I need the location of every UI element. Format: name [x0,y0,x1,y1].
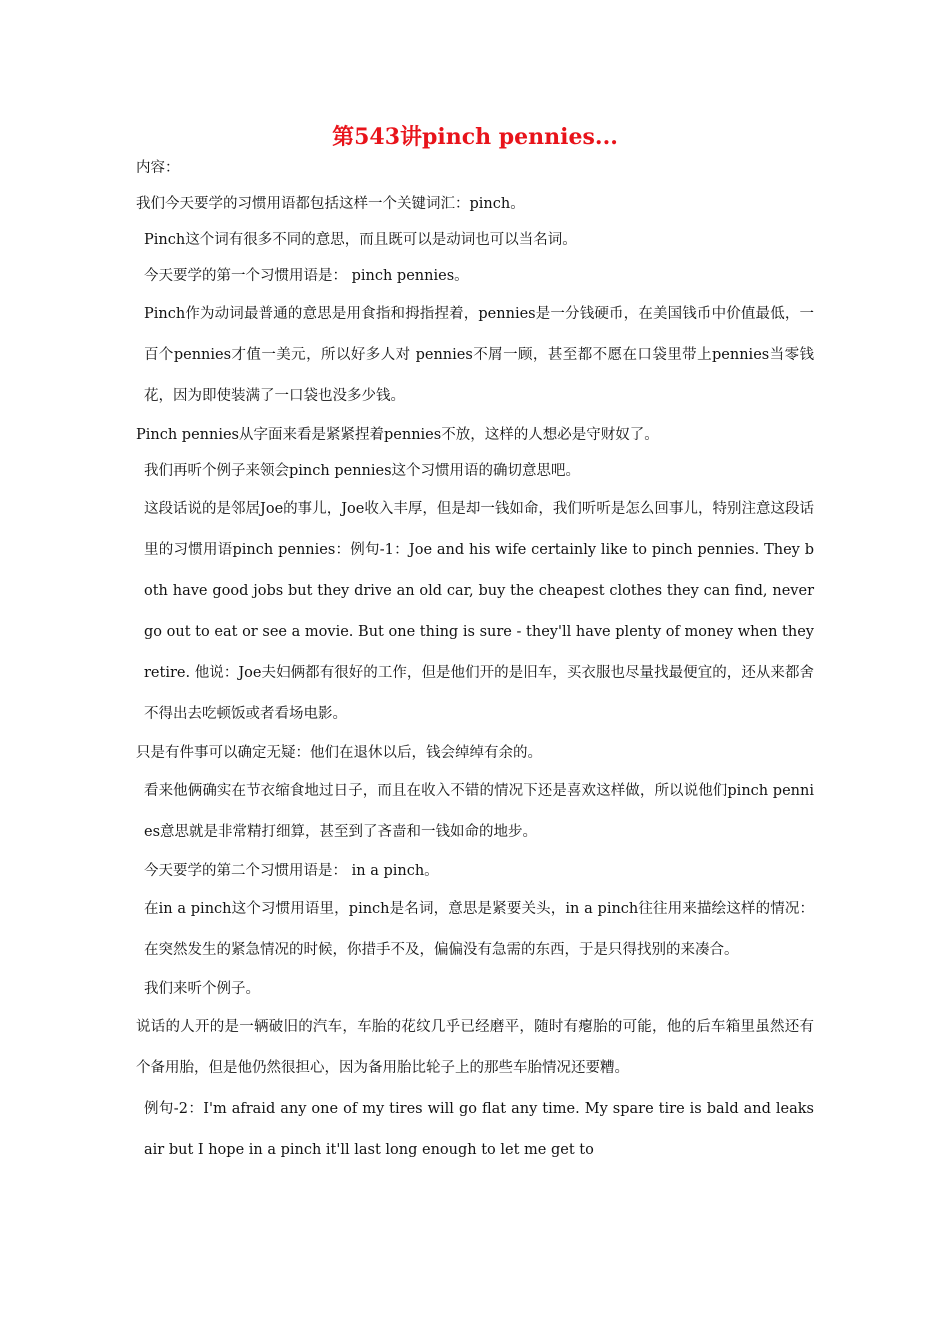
paragraph-example-intro: 我们再听个例子来领会pinch pennies这个习惯用语的确切意思吧。 [144,463,581,479]
document-title: 第543讲pinch pennies... [332,124,618,150]
paragraph-first-idiom: 今天要学的第一个习惯用语是： pinch pennies。 [144,268,469,284]
paragraph-pinch-pennies-summary: 看来他俩确实在节衣缩食地过日子，而且在收入不错的情况下还是喜欢这样做，所以说他们pinch pennies意思就是非常精打细算，甚至到了吝啬和一钱如命的地步。 [144,783,814,840]
paragraph-keyword: 我们今天要学的习惯用语都包括这样一个关键词汇：pinch。 [136,196,525,212]
paragraph-retire-note: 只是有件事可以确定无疑：他们在退休以后，钱会绰绰有余的。 [136,745,542,761]
paragraph-example-2: 例句-2：I'm afraid any one of my tires will go flat any time. My spare tire is bald and leaks air but I hope in a pinch it'll last long enough to let me get to [144,1101,814,1158]
paragraph-listen-example: 我们来听个例子。 [144,981,260,997]
paragraph-pinch-meanings: Pinch这个词有很多不同的意思，而且既可以是动词也可以当名词。 [144,232,577,248]
paragraph-in-a-pinch-explanation: 在in a pinch这个习惯用语里，pinch是名词，意思是紧要关头，in a pinch往往用来描绘这样的情况：在突然发生的紧急情况的时候，你措手不及，偏偏没有急需的东西，于是只得找别的来凑合。 [144,901,814,958]
document-body [136,150,814,1171]
paragraph-second-idiom: 今天要学的第二个习惯用语是： in a pinch。 [144,863,439,879]
paragraph-example-1: 这段话说的是邻居Joe的事儿，Joe收入丰厚，但是却一钱如命，我们听听是怎么回事儿，特别注意这段话里的习惯用语pinch pennies：例句-1：Joe and his wife certainly like to pinch pennies. They both have good jobs but they drive an old car, buy the cheapest clothes they can find, never go out to eat or see a movie. But one thing is sure - they'll have plenty of money when they retire. 他说：Joe夫妇俩都有很好的工作，但是他们开的是旧车，买衣服也尽量找最便宜的，还从来都舍不得出去吃顿饭或者看场电影。 [144,501,814,722]
paragraph-car-context: 说话的人开的是一辆破旧的汽车，车胎的花纹几乎已经磨平，随时有瘪胎的可能，他的后车箱里虽然还有个备用胎，但是他仍然很担心，因为备用胎比轮子上的那些车胎情况还要糟。 [136,1019,814,1076]
paragraph-pinch-explanation: Pinch作为动词最普通的意思是用食指和拇指捏着，pennies是一分钱硬币，在美国钱币中价值最低，一百个pennies才值一美元，所以好多人对 pennies不屑一顾，甚至都不愿在口袋里带上pennies当零钱花，因为即使装满了一口袋也没多少钱。 [144,306,814,404]
paragraph-intro-label: 内容： [136,160,180,176]
paragraph-literal-meaning: Pinch pennies从字面来看是紧紧捏着pennies不放，这样的人想必是守财奴了。 [136,427,659,443]
